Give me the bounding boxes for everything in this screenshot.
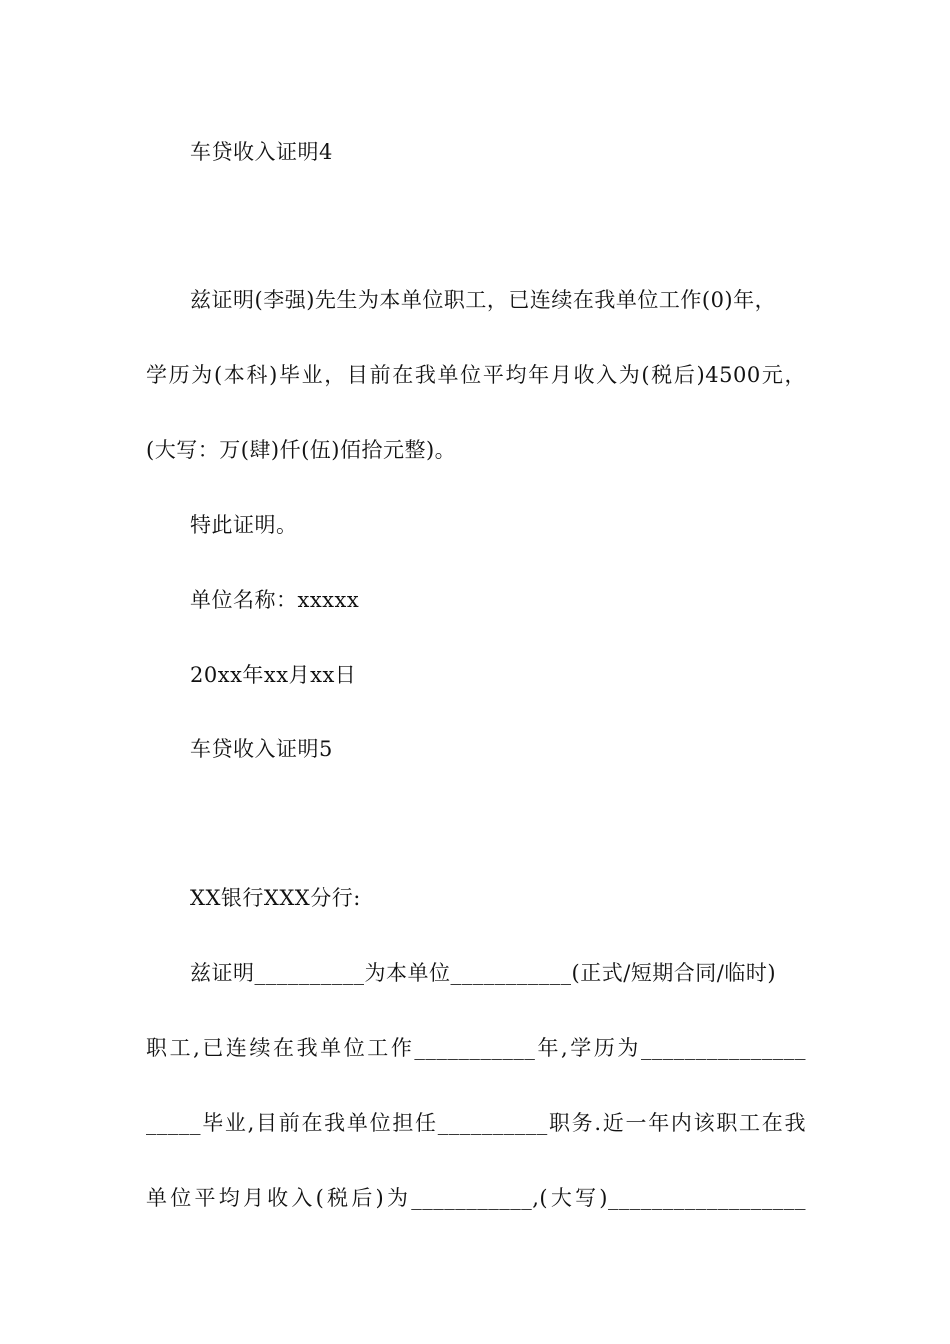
paragraph-line: 职工,已连续在我单位工作___________年,学历为_______________ [146, 1036, 806, 1060]
unit-name: 单位名称：xxxxx [190, 588, 360, 612]
paragraph-line: (大写：万(肆)仟(伍)佰拾元整)。 [146, 438, 457, 462]
paragraph-line: _____毕业,目前在我单位担任__________职务.近一年内该职工在我 [146, 1111, 806, 1135]
paragraph-line: 兹证明(李强)先生为本单位职工，已连续在我单位工作(0)年， [190, 288, 777, 312]
addressee: XX银行XXX分行: [190, 886, 361, 910]
section-title: 车贷收入证明5 [190, 737, 333, 761]
closing-text: 特此证明。 [190, 513, 298, 537]
paragraph-line: 学历为(本科)毕业，目前在我单位平均年月收入为(税后)4500元， [146, 363, 806, 387]
date-text: 20xx年xx月xx日 [190, 663, 357, 687]
paragraph-line: 兹证明__________为本单位___________(正式/短期合同/临时) [190, 961, 777, 985]
paragraph-line: 单位平均月收入(税后)为___________,(大写)__________________ [146, 1186, 806, 1210]
section-title: 车贷收入证明4 [190, 140, 333, 164]
